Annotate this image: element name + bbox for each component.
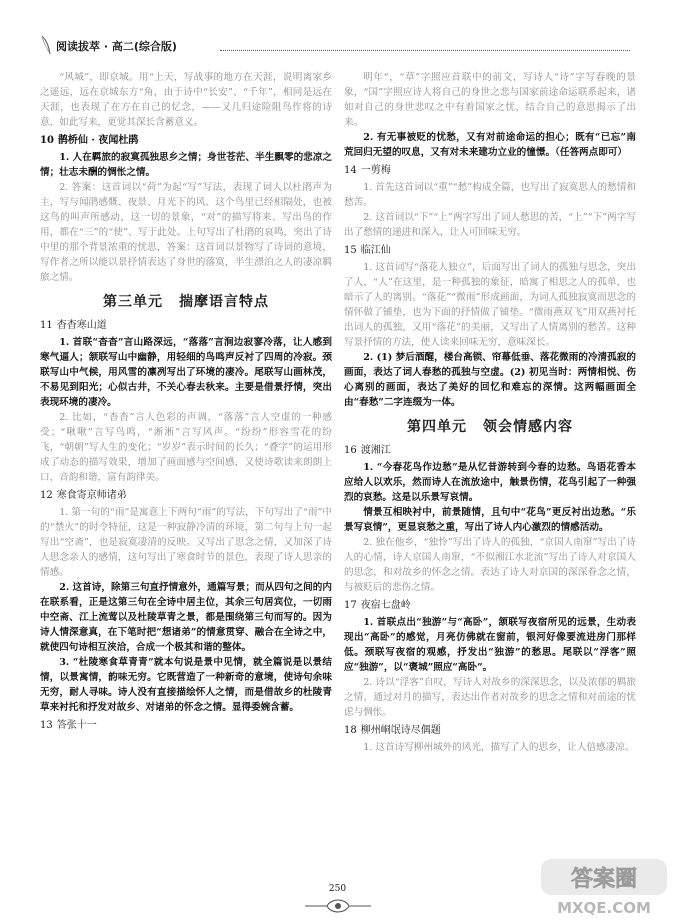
header-title: 阅读拔萃 · 高二(综合版) xyxy=(56,40,177,53)
question-heading xyxy=(344,163,636,178)
question-number: 12 xyxy=(40,490,53,501)
answer-paragraph: 3. “杜陵寒食草青青”就本句说是景中见情，就全篇说是以景结情，以景寓情，韵味无穷。它既营造了一种新奇的意境，使诗句余味无穷，耐人寻味。诗人没有直接描绘怀人之情，而是借故乡的杜陵青草来衬托和抒发对故乡、对诸弟的怀念之情。显得委婉含蓄。 xyxy=(40,657,332,713)
question-heading xyxy=(344,723,636,738)
feather-icon xyxy=(40,34,52,56)
answer-paragraph: 2. 有无事被贬的忧愁，又有对前途命运的担心；既有“已忘”南荒回归无望的叹息，又有对未来建功立业的憧憬。（任答两点即可） xyxy=(344,132,636,158)
left-column xyxy=(40,70,332,735)
answer-paragraph: 1. 这首诗写柳州城外的风光，描写了人的思乡，让人倍感凄凉。 xyxy=(363,742,635,753)
question-title: 鹊桥仙 · 夜闻杜鹃 xyxy=(57,135,139,146)
question-title: 寒食寄京师诸弟 xyxy=(56,490,127,501)
answer-paragraph: 1. 这首词写“落花人独立”，后面写出了词人的孤独与思念，突出了人，“人”在这里，是一种孤独的象征，暗寓了相思之人的孤单，也暗示了人的离别。“落花”“微雨”形成画面，为词人孤独寂寞而思念的情怀做了铺垫，也为下面的抒情做了铺垫。“微雨燕双飞”用双燕衬托出词人的孤独，又用“落花”的美丽，又写出了人情离别的愁苦。这种写景抒情的方法，使人读来回味无穷，意味深长。 xyxy=(344,262,636,348)
question-title: 答张十一 xyxy=(56,720,97,731)
question-title: 渡湘江 xyxy=(360,445,391,456)
intro-paragraph: 明年“，“草”字照应首联中的前文，写诗人“诗”字写春晚的景象，“国”字照应诗人将自己的身世之悲与国家前途命运联系起来，诸如对自己的身世悲叹之中有着国家之忧，结合自己的意思揭示了出来。 xyxy=(344,72,636,128)
question-heading xyxy=(40,318,332,333)
answer-paragraph: 情景互相映衬中，前景随情，且句中“花鸟”更反衬出边愁。“乐景写哀情”，更显哀愁之重，写出了诗人内心激烈的情感活动。 xyxy=(344,507,636,533)
unit-title: 揣摩语言特点 xyxy=(179,294,269,310)
answer-paragraph: 1. “今春花鸟作边愁”是从忆昔游转到今春的边愁。鸟语花香本应给人以欢乐，然而诗人在流放途中，触景伤情，花鸟引起了一种强烈的哀愁。这是以乐景写哀情。 xyxy=(344,462,636,503)
unit-title: 领会情感内容 xyxy=(483,419,573,435)
right-column xyxy=(344,70,636,755)
question-title: 一剪梅 xyxy=(360,165,391,176)
answer-paragraph: 2. 比如，“杳杳”言人色彩的声调，“落落”言人空虚的一种感受；“啾啾”言写鸟鸣，“淅淅”言写风声。“纷纷”形容雪花的纷飞，“朝朝”写人生的变化；“岁岁”表示时间的长久；“叠字”的运用形成了动态的描写效果，增加了画面感与空间感，又使诗歌读来朗朗上口，音韵和谐，富有韵律美。 xyxy=(40,412,332,483)
question-title: 杳杳寒山道 xyxy=(56,320,107,331)
question-number: 10 xyxy=(40,135,54,146)
svg-text:答案圈: 答案圈 xyxy=(570,867,638,892)
question-title: 夜宿七盘岭 xyxy=(360,600,411,611)
question-number: 17 xyxy=(344,600,357,611)
answer-paragraph: 2. 独在他乡，“独怜”写出了诗人的孤独，“京国人南窜”写出了诗人的心情，诗人京国人南窜，“不似湘江水北流”写出了诗人对京国人的思念，和对故乡的怀念之情。表达了诗人对京国的深深眷念之情，与被贬后的悲伤之情。 xyxy=(344,537,636,593)
answer-paragraph: 1. 人在羁旅的寂寞孤独思乡之情；身世苍茫、半生飘零的悲凉之情；壮志未酬的惆怅之情。 xyxy=(40,152,332,178)
answer-paragraph: 2. 答案：这首词以“荷”为起“写”写法，表现了词人以杜鹃声为主，写与闻鹃感慨、夜景、月光下的风、这个鸟里已经相隔处，也被这鸟的叫声所感动，这一切的景象，“对”的描写将来、写出鸟的作用，都在“三”的“使”、写于此处。上句写出了杜鹃的哀鸣，突出了诗中里的那个背景浓重的忧思，答案：这首词以景物写了诗词的意境，写作者之所以能以景抒情表达了身世的落寞，半生漂泊之人的凄凉羁旅之情。 xyxy=(40,182,332,283)
answer-paragraph: 2. 这首词以“下”“上”两字写出了词人愁思的苦，“上”“下”两字写出了愁情的递进和深入，让人可回味无穷。 xyxy=(344,212,636,238)
question-number: 14 xyxy=(344,165,357,176)
page-number: 250 xyxy=(328,884,347,894)
question-title: 临江仙 xyxy=(360,245,391,256)
question-heading xyxy=(40,488,332,503)
watermark-logo xyxy=(539,857,669,919)
question-heading xyxy=(344,598,636,613)
question-number: 18 xyxy=(344,725,357,736)
question-number: 15 xyxy=(344,245,357,256)
unit-label: 第四单元 xyxy=(407,419,467,435)
answer-paragraph: 1. 首联点出“独游”与“高卧”，颔联写夜宿所见的远景，生动表现出“高卧”的感觉，月亮仿佛就在窗前，银河好像要流进房门那样低。颈联写夜宿的观感，抒发出“独游”的愁思。尾联以“浮客”照应“独游”，以“褒城”照应“高卧”。 xyxy=(344,617,636,673)
question-number: 11 xyxy=(40,320,53,331)
question-heading xyxy=(40,718,332,733)
header-rule xyxy=(220,50,630,51)
unit-heading xyxy=(40,295,332,310)
answer-paragraph: 2. 这首诗，除第三句直抒情意外，通篇写景；而从四句之间的内在联系看，正是这第三句在全诗中居主位，其余三句居宾位，一切雨中空斋、江上流莺以及杜陵草青之景，都是围绕第三句而写的。因为诗人情深意真，在下笔时把“想诸弟”的情意贯穿、融合在全诗之中，就使四句诗相互浃洽，合成一个极其和谐的整体。 xyxy=(40,582,332,653)
intro-paragraph: “风城”，即京城。用“上天，写战事的地方在天涯，说明离家乡之遥远，远在京城东方“角，由于诗中“长安”、“千年”，相同是远在天涯，也表现了在方在自己的忆念，——又几归途险阻鸟作将的诗意，如此写来，更觉其深长含蓄意义。 xyxy=(40,72,332,128)
answer-paragraph: 2. 诗以“浮客”自叹，写诗人对故乡的深深思念，以及浓郁的羁旅之情，通过对月的描写，表达出作者对故乡的思念之情和对前途的忧虑与惆怅。 xyxy=(344,677,636,718)
unit-heading xyxy=(344,420,636,435)
question-number: 13 xyxy=(40,720,53,731)
answer-paragraph: 1. 首先这首词以“重”“愁”构成全篇，也写出了寂寞思人的愁情和愁苦。 xyxy=(344,182,636,208)
question-title: 柳州峒氓诗尽偶题 xyxy=(360,725,441,736)
question-number: 16 xyxy=(344,445,357,456)
footer-ornament-icon xyxy=(305,896,371,916)
svg-text:MXQE.COM: MXQE.COM xyxy=(557,899,651,917)
answer-paragraph: 2. (1) 梦后酒醒，楼台高锁、帘幕低垂、落花微雨的冷清孤寂的画面，表达了词人春愁的孤独与空虚。(2) 初见当时：两情相悦、伤心离别的画面，表达了美好的回忆和难忘的深情。这两幅画面全由“春愁”二字连缀为一体。 xyxy=(344,352,636,408)
page-header xyxy=(40,38,630,58)
question-heading xyxy=(40,133,332,148)
unit-label: 第三单元 xyxy=(103,294,163,310)
question-heading xyxy=(344,443,636,458)
answer-paragraph: 1. 第一句的“雨”是寓意上下两句“雨”的写法，下句写出了“雨”中的“禁火”的时令特征，这是一种寂静冷清的环境，第二句与上句一起写出“空斋”，也是寂寞凄清的反映。又写出了思念之情，又加深了诗人思念亲人的感情，这句写出了寒食时节的景色，表现了诗人思亲的情感。 xyxy=(40,507,332,578)
answer-paragraph: 1. 首联“杳杳”言山路深远，“落落”言涧边寂寥冷落，让人感到寒气逼人；颔联写山中幽静，用轻细的鸟鸣声反衬了四周的冷寂。颈联写山中气候，用风雪的凛冽写出了环境的凄冷。尾联写山画林茂，不易见到阳光；心似古井，不关心春去秋来。主要是借景抒情，突出表现环境的凄冷。 xyxy=(40,337,332,408)
question-heading xyxy=(344,243,636,258)
